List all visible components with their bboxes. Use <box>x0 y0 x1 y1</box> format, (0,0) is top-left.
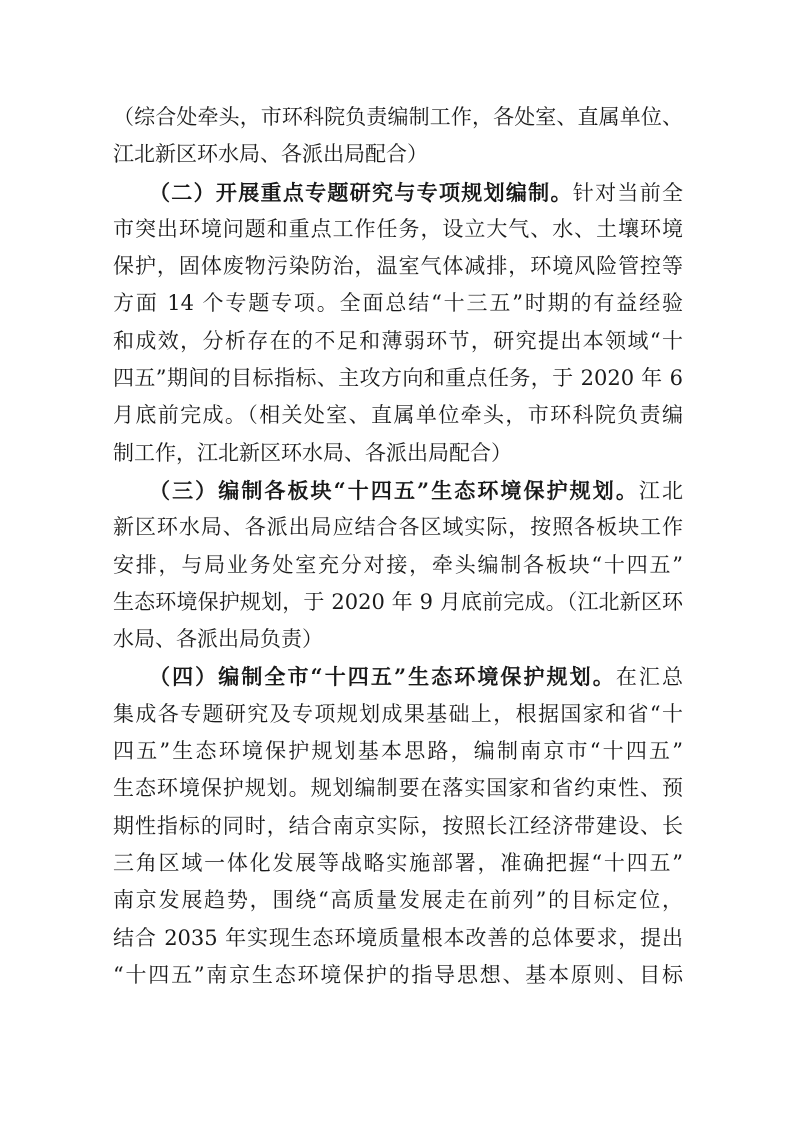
text-line <box>113 509 683 546</box>
text-line <box>113 136 683 173</box>
line-text: 市突出环境问题和重点工作任务，设立大气、水、土壤环境 <box>113 216 683 241</box>
text-line <box>113 957 683 994</box>
line-text: 江北 <box>638 478 683 503</box>
line-text: 南京发展趋势，围绕“高质量发展走在前列”的目标定位， <box>113 888 683 913</box>
line-text: 针对当前全 <box>572 180 683 205</box>
text-line <box>113 285 683 322</box>
text-line <box>113 696 683 733</box>
section-heading-line <box>113 174 683 211</box>
line-text: 保护，固体废物污染防治，温室气体减排，环境风险管控等 <box>113 254 683 279</box>
text-line <box>113 584 683 621</box>
line-text: 方面 14 个专题专项。全面总结“十三五”时期的有益经验 <box>113 291 683 316</box>
line-text: 月底前完成。（相关处室、直属单位牵头，市环科院负责编 <box>113 403 683 428</box>
line-text: （综合处牵头，市环科院负责编制工作，各处室、直属单位、 <box>113 105 683 129</box>
text-line <box>113 248 683 285</box>
text-line <box>113 435 683 472</box>
text-line <box>113 882 683 919</box>
text-line <box>113 211 683 248</box>
line-text: 制工作，江北新区环水局、各派出局配合） <box>113 440 512 465</box>
text-line <box>113 808 683 845</box>
line-text: 安排，与局业务处室充分对接，牵头编制各板块“十四五” <box>113 552 683 577</box>
line-text: 三角区域一体化发展等战略实施部署，准确把握“十四五” <box>113 850 683 875</box>
section-heading-3: （三）编制各板块“十四五”生态环境保护规划。 <box>149 477 639 503</box>
line-text: 生态环境保护规划。规划编制要在落实国家和省约束性、预 <box>113 776 683 801</box>
line-text: 集成各专题研究及专项规划成果基础上，根据国家和省“十 <box>113 701 683 726</box>
line-text: 江北新区环水局、各派出局配合） <box>113 142 428 167</box>
line-text: 结合 2035 年实现生态环境质量根本改善的总体要求，提出 <box>113 925 683 950</box>
line-text: 和成效，分析存在的不足和薄弱环节，研究提出本领域“十 <box>113 328 683 353</box>
text-line <box>113 845 683 882</box>
text-line <box>113 99 683 136</box>
text-line <box>113 621 683 658</box>
text-line <box>113 920 683 957</box>
text-line <box>113 547 683 584</box>
line-text: “十四五”南京生态环境保护的指导思想、基本原则、目标 <box>113 962 683 987</box>
text-line <box>113 323 683 360</box>
text-line <box>113 770 683 807</box>
line-text: 四五”期间的目标指标、主攻方向和重点任务，于 2020 年 6 <box>113 366 683 391</box>
section-heading-line <box>113 472 683 509</box>
line-text: 期性指标的同时，结合南京实际，按照长江经济带建设、长 <box>113 813 683 838</box>
text-line <box>113 733 683 770</box>
document-page <box>113 99 683 994</box>
line-text: 水局、各派出局负责） <box>113 627 323 652</box>
line-text: 新区环水局、各派出局应结合各区域实际，按照各板块工作 <box>113 515 683 540</box>
line-text: 四五”生态环境保护规划基本思路，编制南京市“十四五” <box>113 739 683 764</box>
line-text: 在汇总 <box>615 665 683 690</box>
section-heading-2: （二）开展重点专题研究与专项规划编制。 <box>149 179 573 205</box>
text-line <box>113 397 683 434</box>
line-text: 生态环境保护规划，于 2020 年 9 月底前完成。（江北新区环 <box>113 589 683 614</box>
section-heading-line <box>113 658 683 695</box>
text-line <box>113 360 683 397</box>
section-heading-4: （四）编制全市“十四五”生态环境保护规划。 <box>149 664 616 690</box>
